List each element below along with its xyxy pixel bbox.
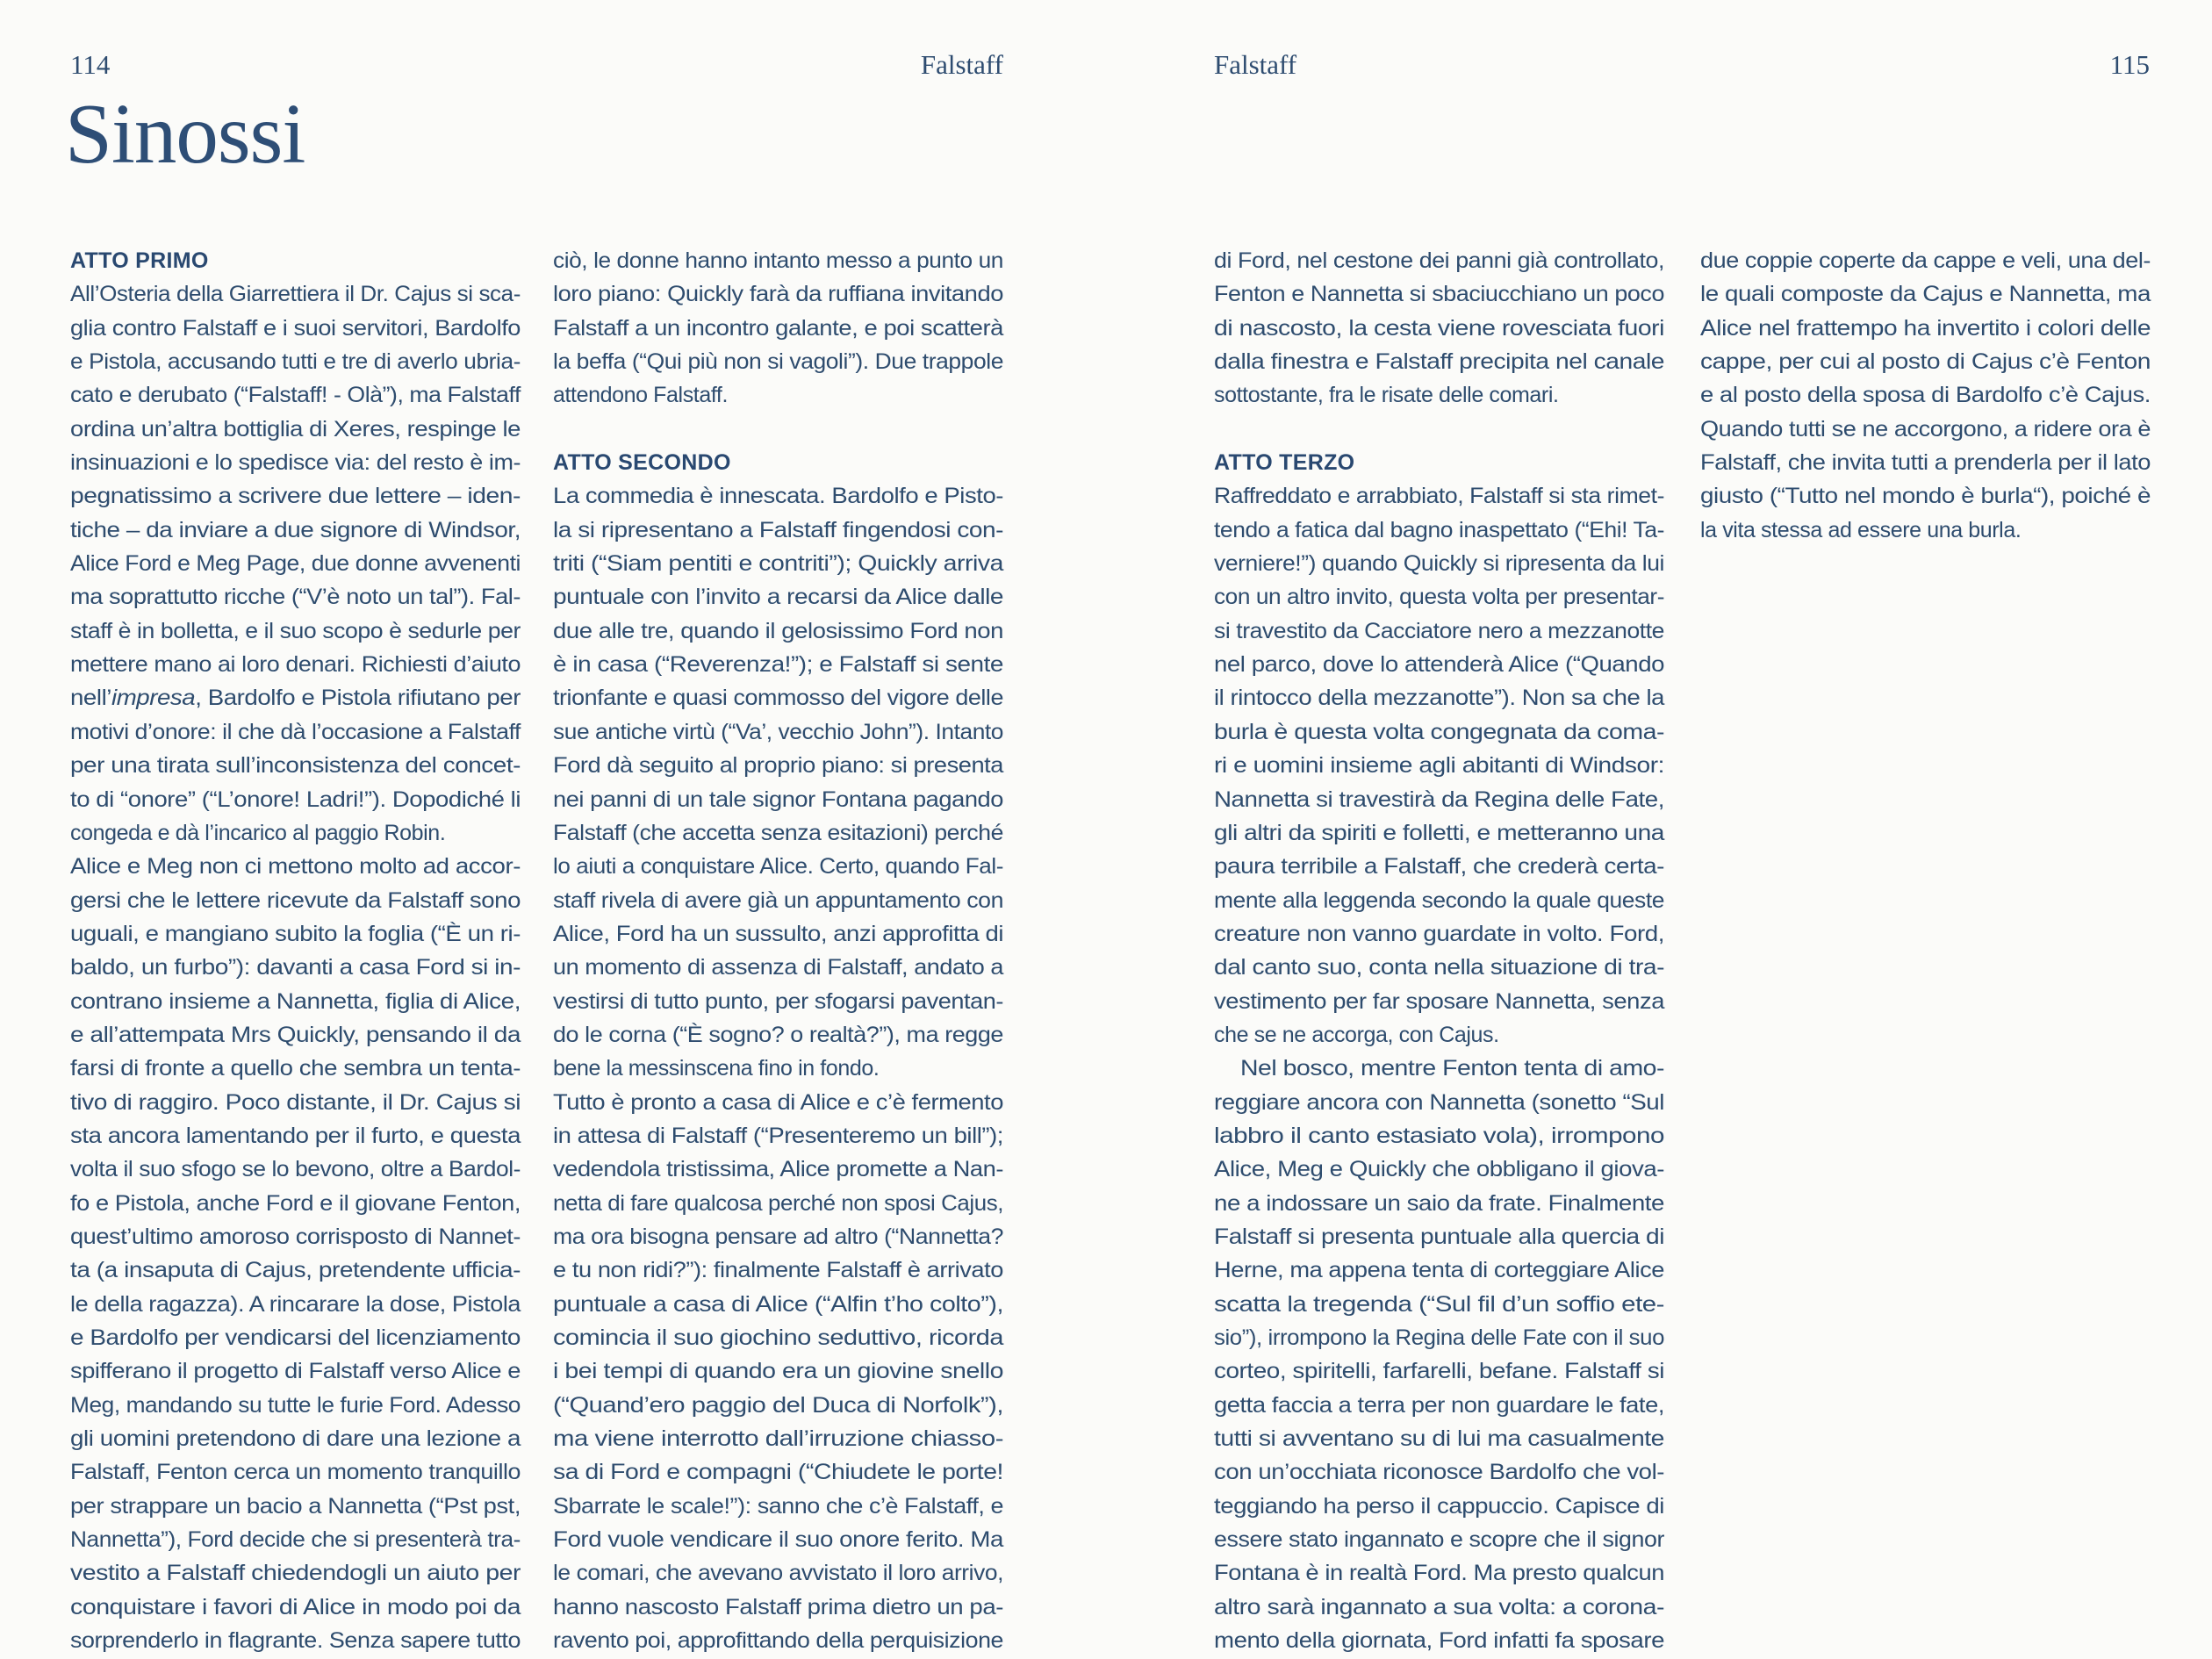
text-line-content: Nel bosco, mentre Fenton tenta di amo-	[1240, 1056, 1664, 1081]
text-column-1	[70, 244, 521, 1657]
text-line-content: vestimento per far sposare Nannetta, senza	[1214, 988, 1664, 1014]
text-line-content: e all’attempata Mrs Quickly, pensando il da	[70, 1022, 521, 1047]
text-line	[553, 1119, 1003, 1153]
text-line-content: Quando tutti se ne accorgono, a ridere ora è	[1700, 416, 2151, 442]
text-line-content: creature non vanno guardate in volto. Ford,	[1214, 921, 1664, 946]
text-line	[1214, 648, 1664, 681]
text-line-content: le quali composte da Cajus e Nannetta, ma	[1700, 282, 2151, 307]
text-line	[70, 985, 521, 1018]
text-line	[553, 1556, 1003, 1590]
text-line	[1214, 1354, 1664, 1388]
text-line	[1214, 378, 1664, 412]
text-line	[1214, 1523, 1664, 1556]
text-line-content: le comari, che avevano avvistato il loro arrivo,	[553, 1561, 1003, 1586]
text-line	[553, 816, 1003, 850]
text-line	[1214, 514, 1664, 547]
page-title: Sinossi	[65, 87, 305, 181]
text-line-content: All’Osteria della Giarrettiera il Dr. Cajus si sca-	[70, 282, 521, 307]
text-line	[70, 1321, 521, 1354]
text-line-content: Nannetta”), Ford decide che si presenterà tra-	[70, 1527, 521, 1553]
text-line	[70, 1389, 521, 1422]
text-line-content: dal canto suo, conta nella situazione di tra-	[1214, 955, 1664, 980]
text-line-content: due alle tre, quando il gelosissimo Ford non	[553, 618, 1003, 643]
section-heading-text: ATTO PRIMO	[70, 248, 209, 273]
text-line-content: La commedia è innescata. Bardolfo e Pisto-	[553, 484, 1003, 509]
text-line-content: sa di Ford e compagni (“Chiudete le porte!	[553, 1460, 1003, 1485]
text-line	[1700, 514, 2151, 547]
text-line-content: ravento poi, approfittando della perquisizione	[553, 1628, 1003, 1654]
text-line	[70, 816, 521, 850]
text-line	[1214, 244, 1664, 277]
text-line	[553, 479, 1003, 513]
text-line-content: Falstaff a un incontro galante, e poi scatterà	[553, 315, 1003, 341]
text-line	[553, 1220, 1003, 1253]
running-head-left: Falstaff	[920, 49, 1003, 80]
text-line	[70, 1624, 521, 1657]
text-line-content: di nascosto, la cesta viene rovesciata fuori	[1214, 315, 1664, 341]
text-line-content: e Pistola, accusando tutti e tre di averlo ubria-	[70, 349, 521, 375]
text-line-content: la si ripresentano a Falstaff fingendosi con-	[553, 517, 1003, 542]
text-line-content: gersi che le lettere ricevute da Falstaff sono	[70, 887, 521, 913]
text-line-content: dalla finestra e Falstaff precipita nel canale	[1214, 349, 1664, 375]
text-line-content: do le corna (“È sogno? o realtà?”), ma regge	[553, 1022, 1003, 1047]
text-line	[553, 277, 1003, 311]
text-line	[70, 547, 521, 580]
text-line	[553, 1288, 1003, 1321]
text-line	[70, 917, 521, 951]
text-line	[70, 1187, 521, 1220]
text-line-content: Raffreddato e arrabbiato, Falstaff si sta rimet-	[1214, 484, 1664, 509]
text-line-content: puntuale con l’invito a recarsi da Alice dalle	[553, 585, 1003, 610]
text-line	[1700, 345, 2151, 378]
section-heading	[553, 446, 1003, 479]
text-line-content: bene la messinscena fino in fondo.	[553, 1056, 880, 1081]
text-line	[553, 244, 1003, 277]
text-line-content: Sbarrate le scale!”): sanno che c’è Falstaff, e	[553, 1493, 1003, 1519]
text-line	[1700, 244, 2151, 277]
text-line	[1214, 1288, 1664, 1321]
text-line	[70, 783, 521, 816]
text-line-content: tutti si avventano su di lui ma casualmente	[1214, 1426, 1664, 1452]
section-heading	[70, 244, 521, 277]
text-line	[553, 951, 1003, 984]
text-line-content: Falstaff (che accetta senza esitazioni) perché	[553, 820, 1003, 845]
text-line-content: due coppie coperte da cappe e veli, una del-	[1700, 248, 2151, 273]
text-line-content: Fontana è in realtà Ford. Ma presto qualcun	[1214, 1561, 1664, 1586]
text-line	[70, 1490, 521, 1523]
text-line-content: Falstaff, che invita tutti a prenderla per il lato	[1700, 450, 2151, 476]
text-line	[1214, 1389, 1664, 1422]
text-line-content: ma soprattutto ricche (“V’è noto un tal”). Fal-	[70, 585, 521, 610]
text-line	[1700, 378, 2151, 412]
text-line-content: attendono Falstaff.	[553, 383, 729, 408]
text-line	[553, 850, 1003, 883]
text-line	[1214, 345, 1664, 378]
text-line	[70, 1288, 521, 1321]
text-line	[70, 715, 521, 749]
text-line-content: glia contro Falstaff e i suoi servitori, Bardolfo	[70, 315, 521, 341]
text-column-3	[1214, 244, 1664, 1657]
text-line	[1214, 479, 1664, 513]
line-gap	[553, 413, 1003, 446]
text-line-content: e tu non ridi?”): finalmente Falstaff è arrivato	[553, 1258, 1003, 1283]
text-line-content: paura terribile a Falstaff, che crederà certa-	[1214, 854, 1664, 880]
text-line	[553, 1086, 1003, 1119]
text-line	[553, 1153, 1003, 1186]
text-line-content: sio”), irrompono la Regina delle Fate con il suo	[1214, 1325, 1664, 1350]
text-line	[1214, 1591, 1664, 1624]
text-line-content: reggiare ancora con Nannetta (sonetto “Sul	[1214, 1089, 1664, 1115]
text-line	[70, 749, 521, 782]
page-number-left: 114	[70, 49, 111, 80]
text-line	[553, 1389, 1003, 1422]
text-line-content: burla è questa volta congegnata da coma-	[1214, 719, 1664, 744]
text-line-content: verniere!”) quando Quickly si ripresenta da lui	[1214, 551, 1664, 577]
text-line	[1214, 277, 1664, 311]
text-line	[1700, 446, 2151, 479]
text-line-content: Nannetta si travestirà da Regina delle Fate,	[1214, 786, 1664, 812]
text-line	[70, 648, 521, 681]
text-line-content: (“Quand’ero paggio del Duca di Norfolk”),	[553, 1392, 1003, 1418]
text-line	[70, 1119, 521, 1153]
text-line-content: triti (“Siam pentiti e contriti”); Quickly arriva	[553, 551, 1003, 577]
text-line-content: Tutto è pronto a casa di Alice e c’è fermento	[553, 1089, 1003, 1115]
text-line-content: congeda e dà l’incarico al paggio Robin.	[70, 820, 446, 845]
text-line	[1214, 547, 1664, 580]
text-line-content: ciò, le donne hanno intanto messo a punto un	[553, 248, 1003, 273]
text-line-content: e al posto della sposa di Bardolfo c’è Cajus.	[1700, 383, 2151, 408]
text-line-content: è in casa (“Reverenza!”); e Falstaff si sente	[553, 652, 1003, 678]
text-line	[70, 614, 521, 648]
text-line-content: cappe, per cui al posto di Cajus c’è Fenton	[1700, 349, 2151, 375]
text-line	[1700, 413, 2151, 446]
text-line-content: sta ancora lamentando per il furto, e questa	[70, 1123, 521, 1148]
text-column-4	[1700, 244, 2151, 547]
text-line	[553, 1523, 1003, 1556]
text-line-content: con un altro invito, questa volta per presentar-	[1214, 585, 1664, 610]
text-line-content: con un’occhiata riconosce Bardolfo che vol-	[1214, 1460, 1664, 1485]
text-line	[70, 1153, 521, 1186]
text-line-content: ma ora bisogna pensare ad altro (“Nannetta?	[553, 1224, 1003, 1249]
text-line-content: i bei tempi di quando era un giovine snello	[553, 1359, 1003, 1384]
text-line-content: trionfante e quasi commosso del vigore delle	[553, 686, 1003, 711]
text-line	[553, 514, 1003, 547]
text-line	[553, 547, 1003, 580]
text-line	[553, 648, 1003, 681]
text-line-content: farsi di fronte a quello che sembra un tenta-	[70, 1056, 521, 1081]
text-line	[70, 277, 521, 311]
text-line	[1214, 1220, 1664, 1253]
text-line	[70, 1220, 521, 1253]
text-line	[1214, 985, 1664, 1018]
text-line	[1214, 1556, 1664, 1590]
text-line	[1214, 951, 1664, 984]
text-line-content: spifferano il progetto di Falstaff verso Alice e	[70, 1359, 521, 1384]
page-number-right: 115	[2109, 49, 2150, 80]
text-line	[1214, 816, 1664, 850]
text-line	[70, 1523, 521, 1556]
text-line-content: insinuazioni e lo spedisce via: del resto è im-	[70, 450, 521, 476]
text-line-content: nel parco, dove lo attenderà Alice (“Quando	[1214, 652, 1664, 678]
text-line	[1214, 580, 1664, 614]
text-line	[553, 884, 1003, 917]
text-line-content: Alice, Meg e Quickly che obbligano il giova-	[1214, 1157, 1664, 1182]
text-line-content: puntuale a casa di Alice (“Alfin t’ho colto”),	[553, 1291, 1003, 1317]
text-line-content: netta di fare qualcosa perché non sposi Cajus,	[553, 1190, 1003, 1216]
section-heading	[1214, 446, 1664, 479]
text-line	[553, 345, 1003, 378]
text-line	[70, 1253, 521, 1287]
text-line	[553, 917, 1003, 951]
text-line	[1214, 312, 1664, 345]
text-line	[1214, 1624, 1664, 1657]
text-line	[70, 1052, 521, 1085]
running-head-right: Falstaff	[1214, 49, 1297, 80]
text-line-content: altro sarà ingannato a sua volta: a corona-	[1214, 1594, 1664, 1620]
text-line-content: motivi d’onore: il che dà l’occasione a Falstaff	[70, 719, 521, 744]
text-line	[70, 312, 521, 345]
text-line-content: conquistare i favori di Alice in modo poi da	[70, 1594, 521, 1620]
text-line-content: hanno nascosto Falstaff prima dietro un pa-	[553, 1594, 1003, 1620]
text-line	[553, 1187, 1003, 1220]
text-line-content: le della ragazza). A rincarare la dose, Pistola	[70, 1291, 521, 1317]
text-line	[1214, 1253, 1664, 1287]
text-line	[70, 1591, 521, 1624]
text-line-content: ri e uomini insieme agli abitanti di Windsor:	[1214, 753, 1664, 779]
text-line	[70, 1556, 521, 1590]
text-line	[1214, 1086, 1664, 1119]
text-line-content: ne a indossare un saio da frate. Finalmente	[1214, 1190, 1664, 1216]
text-column-2	[553, 244, 1003, 1657]
text-line	[553, 1422, 1003, 1455]
text-line-content: nell’impresa, Bardolfo e Pistola rifiutano per	[70, 686, 521, 711]
text-line-content: teggiando ha perso il cappuccio. Capisce di	[1214, 1493, 1664, 1519]
text-line-content: Alice Ford e Meg Page, due donne avvenenti	[70, 551, 521, 577]
text-line	[1214, 917, 1664, 951]
text-line	[70, 378, 521, 412]
text-line-content: lo aiuti a conquistare Alice. Certo, quando Fal-	[553, 854, 1003, 880]
text-line	[70, 850, 521, 883]
text-line-content: comincia il suo giochino seduttivo, ricorda	[553, 1325, 1003, 1350]
text-line	[70, 681, 521, 715]
text-line-content: di Ford, nel cestone dei panni già controllato,	[1214, 248, 1664, 273]
text-line	[553, 1455, 1003, 1489]
text-line-content: e Bardolfo per vendicarsi del licenziamento	[70, 1325, 521, 1350]
text-line-content: sue antiche virtù (“Va’, vecchio John”). Intanto	[553, 719, 1003, 744]
text-line-content: in attesa di Falstaff (“Presenteremo un bill”);	[553, 1123, 1003, 1148]
line-gap	[1214, 413, 1664, 446]
text-line-content: Alice nel frattempo ha invertito i colori delle	[1700, 315, 2151, 341]
text-line-content: Falstaff, Fenton cerca un momento tranquillo	[70, 1460, 521, 1485]
text-line	[553, 681, 1003, 715]
text-line-content: to di “onore” (“L’onore! Ladri!”). Dopodiché li	[70, 786, 521, 812]
text-line	[553, 1321, 1003, 1354]
text-line	[1214, 850, 1664, 883]
text-line-content: Ford vuole vendicare il suo onore ferito. Ma	[553, 1527, 1003, 1553]
text-line	[553, 1354, 1003, 1388]
text-line-content: Fenton e Nannetta si sbaciucchiano un poco	[1214, 282, 1664, 307]
text-line-content: si travestito da Cacciatore nero a mezzanotte	[1214, 618, 1664, 643]
text-line	[70, 580, 521, 614]
text-line-content: staff è in bolletta, e il suo scopo è sedurle per	[70, 618, 521, 643]
text-line-content: tivo di raggiro. Poco distante, il Dr. Cajus si	[70, 1089, 521, 1115]
text-line-content: staff rivela di avere già un appuntamento con	[553, 887, 1003, 913]
text-line	[70, 884, 521, 917]
text-line-content: la beffa (“Qui più non si vagoli”). Due trappole	[553, 349, 1003, 375]
left-page-header	[70, 49, 1003, 81]
text-line-content: uguali, e mangiano subito la foglia (“È un ri-	[70, 921, 521, 946]
text-line	[70, 1354, 521, 1388]
text-line-content: mente alla leggenda secondo la quale queste	[1214, 887, 1664, 913]
text-line	[1214, 1490, 1664, 1523]
text-line-content: tiche – da inviare a due signore di Windsor,	[70, 517, 521, 542]
text-line	[1214, 1052, 1664, 1085]
text-line	[553, 1591, 1003, 1624]
text-line	[1214, 749, 1664, 782]
text-line-content: getta faccia a terra per non guardare le fate,	[1214, 1392, 1664, 1418]
section-heading-text: ATTO TERZO	[1214, 450, 1355, 476]
text-line-content: gli uomini pretendono di dare una lezione a	[70, 1426, 521, 1452]
text-line	[553, 715, 1003, 749]
text-line-content: vedendola tristissima, Alice promette a Nan-	[553, 1157, 1003, 1182]
text-line	[553, 1018, 1003, 1052]
text-line-content: Herne, ma appena tenta di corteggiare Alice	[1214, 1258, 1664, 1283]
text-line-content: essere stato ingannato e scopre che il signor	[1214, 1527, 1664, 1553]
text-line-content: labbro il canto estasiato vola), irrompono	[1214, 1123, 1664, 1148]
text-line	[1214, 783, 1664, 816]
text-line-content: nei panni di un tale signor Fontana pagando	[553, 786, 1003, 812]
text-line-content: un momento di assenza di Falstaff, andato a	[553, 955, 1003, 980]
text-line-content: vestirsi di tutto punto, per sfogarsi paventan-	[553, 988, 1003, 1014]
text-line-content: Ford dà seguito al proprio piano: si presenta	[553, 753, 1003, 779]
text-line-content: mettere mano ai loro denari. Richiesti d’aiuto	[70, 652, 521, 678]
text-line-content: volta il suo sfogo se lo bevono, oltre a Bardol-	[70, 1157, 521, 1182]
text-line	[1214, 1422, 1664, 1455]
text-line-content: sorprenderlo in flagrante. Senza sapere tutto	[70, 1628, 521, 1654]
text-line	[1214, 1153, 1664, 1186]
text-line	[70, 345, 521, 378]
text-line	[70, 479, 521, 513]
text-line	[553, 1490, 1003, 1523]
text-line-content: che se ne accorga, con Cajus.	[1214, 1022, 1499, 1047]
text-line	[1214, 1321, 1664, 1354]
text-line-content: pegnatissimo a scrivere due lettere – iden-	[70, 484, 521, 509]
text-line	[1214, 884, 1664, 917]
text-line-content: il rintocco della mezzanotte”). Non sa che la	[1214, 686, 1664, 711]
text-line-content: giusto (“Tutto nel mondo è burla“), poiché è	[1700, 484, 2151, 509]
text-line-content: ordina un’altra bottiglia di Xeres, respinge le	[70, 416, 521, 442]
text-line-content: cato e derubato (“Falstaff! - Olà”), ma Falstaff	[70, 383, 521, 408]
text-line	[1214, 1187, 1664, 1220]
text-line-content: per una tirata sull’inconsistenza del concet-	[70, 753, 521, 779]
text-line-content: baldo, un furbo”): davanti a casa Ford si in-	[70, 955, 521, 980]
text-line-content: Meg, mandando su tutte le furie Ford. Adesso	[70, 1392, 521, 1418]
text-line	[70, 951, 521, 984]
text-line	[1700, 312, 2151, 345]
text-line	[553, 378, 1003, 412]
text-line	[553, 1052, 1003, 1085]
text-line	[1214, 715, 1664, 749]
text-line	[553, 580, 1003, 614]
text-line-content: la vita stessa ad essere una burla.	[1700, 517, 2022, 542]
right-page-header	[1214, 49, 2150, 81]
text-line-content: per strappare un bacio a Nannetta (“Pst pst,	[70, 1493, 521, 1519]
text-line	[553, 783, 1003, 816]
section-heading-text: ATTO SECONDO	[553, 450, 731, 476]
text-line-content: vestito a Falstaff chiedendogli un aiuto per	[70, 1561, 521, 1586]
text-line	[70, 1086, 521, 1119]
text-line	[1214, 1455, 1664, 1489]
text-line-content: scatta la tregenda (“Sul fil d’un soffio ete-	[1214, 1291, 1664, 1317]
text-line-content: tendo a fatica dal bagno inaspettato (“Ehi! Ta-	[1214, 517, 1664, 542]
text-line	[1214, 681, 1664, 715]
text-line	[1214, 1119, 1664, 1153]
text-line-content: gli altri da spiriti e folletti, e metteranno una	[1214, 820, 1664, 845]
text-line	[553, 1624, 1003, 1657]
text-line	[70, 446, 521, 479]
text-line	[553, 312, 1003, 345]
text-line	[70, 1422, 521, 1455]
text-line-content: ta (a insaputa di Cajus, pretendente ufficia-	[70, 1258, 521, 1283]
text-line-content: mento della giornata, Ford infatti fa sposare	[1214, 1628, 1664, 1654]
text-line	[553, 614, 1003, 648]
text-line	[553, 749, 1003, 782]
text-line	[70, 514, 521, 547]
text-line-content: Falstaff si presenta puntuale alla quercia di	[1214, 1224, 1664, 1249]
text-line-content: fo e Pistola, anche Ford e il giovane Fenton,	[70, 1190, 521, 1216]
text-line	[1700, 479, 2151, 513]
text-line-content: corteo, spiritelli, farfarelli, befane. Falstaff si	[1214, 1359, 1664, 1384]
text-line	[553, 1253, 1003, 1287]
text-line	[70, 1018, 521, 1052]
text-line	[70, 413, 521, 446]
text-line	[1214, 1018, 1664, 1052]
text-line-content: contrano insieme a Nannetta, figlia di Alice,	[70, 988, 521, 1014]
text-line	[70, 1455, 521, 1489]
text-line-content: loro piano: Quickly farà da ruffiana invitando	[553, 282, 1003, 307]
text-line	[553, 985, 1003, 1018]
text-line-content: Alice e Meg non ci mettono molto ad accor-	[70, 854, 521, 880]
text-line	[1700, 277, 2151, 311]
text-line-content: ma viene interrotto dall’irruzione chiasso-	[553, 1426, 1003, 1452]
text-line-content: Alice, Ford ha un sussulto, anzi approfitta di	[553, 921, 1003, 946]
text-line-content: sottostante, fra le risate delle comari.	[1214, 383, 1559, 408]
text-line	[1214, 614, 1664, 648]
text-line-content: quest’ultimo amoroso corrisposto di Nannet-	[70, 1224, 521, 1249]
